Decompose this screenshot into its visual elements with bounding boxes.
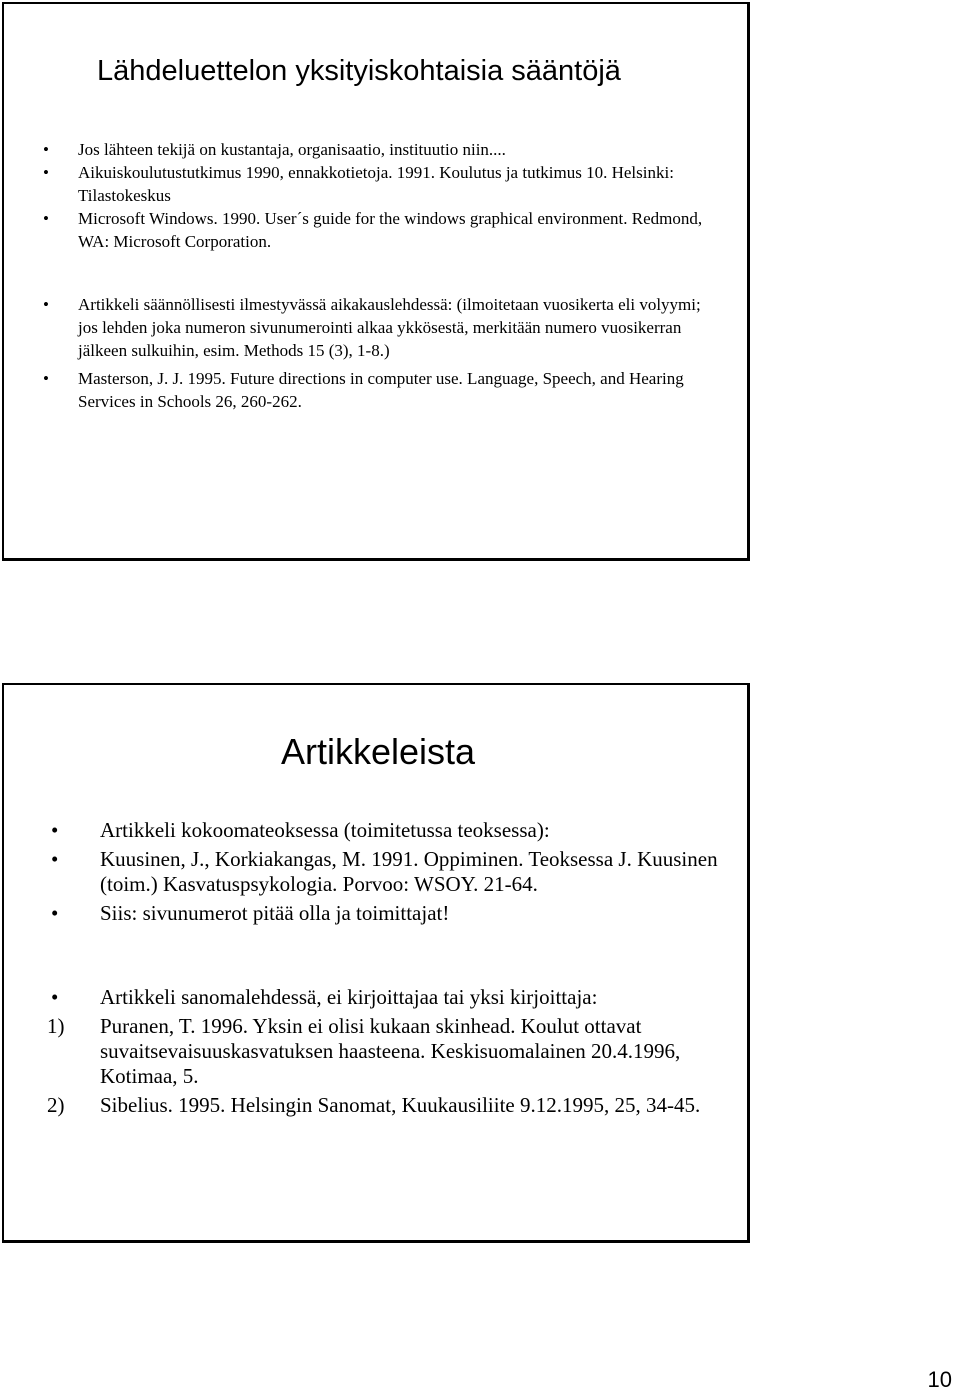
bullet-icon: • xyxy=(43,369,49,388)
list-item xyxy=(43,293,718,362)
bullet-icon: • xyxy=(51,847,59,871)
bullet-icon: • xyxy=(51,901,59,925)
list-item-text: Microsoft Windows. 1990. User´s guide for the windows graphical environment. Redmond, WA: Microsoft Corporation. xyxy=(78,209,703,251)
bullet-icon: • xyxy=(51,985,59,1009)
item-number: 1) xyxy=(47,1014,65,1038)
list-item xyxy=(51,818,740,843)
list-item xyxy=(51,985,740,1010)
list-item xyxy=(43,207,718,253)
slide-1 xyxy=(2,2,750,561)
slide-2-list-b xyxy=(47,985,740,1118)
slide-1-title: Lähdeluettelon yksityiskohtaisia sääntöjä xyxy=(97,55,621,87)
bullet-icon: • xyxy=(43,209,49,228)
list-item-text: Masterson, J. J. 1995. Future directions in computer use. Language, Speech, and Hearing Services in Schools 26, 260-262. xyxy=(78,369,684,411)
bullet-icon: • xyxy=(43,140,49,159)
bullet-icon: • xyxy=(51,818,59,842)
list-item xyxy=(43,367,718,413)
bullet-icon: • xyxy=(43,163,49,182)
list-item-text: Sibelius. 1995. Helsingin Sanomat, Kuukausiliite 9.12.1995, 25, 34-45. xyxy=(100,1093,701,1117)
slide-2-title: Artikkeleista xyxy=(280,731,476,772)
item-number: 2) xyxy=(47,1093,65,1117)
list-item xyxy=(51,901,740,926)
list-item-text: Siis: sivunumerot pitää olla ja toimittajat! xyxy=(100,901,450,925)
list-item-text: Aikuiskoulutustutkimus 1990, ennakkotietoja. 1991. Koulutus ja tutkimus 10. Helsinki: Tilastokeskus xyxy=(78,163,674,205)
numbered-item xyxy=(47,1014,740,1089)
bullet-icon: • xyxy=(43,295,49,314)
list-item-text: Artikkeli säännöllisesti ilmestyvässä aikakauslehdessä: (ilmoitetaan vuosikerta eli volyymi; jos lehden joka numeron sivunumerointi alkaa ykkösestä, merkitään numero vuosikerran jälkeen sulkuihin, esim. Methods 15 (3), 1-8.) xyxy=(78,295,701,360)
slide-2 xyxy=(2,683,750,1243)
list-item-text: Puranen, T. 1996. Yksin ei olisi kukaan skinhead. Koulut ottavat suvaitsevaisuuskasvatuksen haasteena. Keskisuomalainen 20.4.1996, Kotimaa, 5. xyxy=(100,1014,681,1088)
list-item xyxy=(51,847,740,897)
list-item-text: Artikkeli sanomalehdessä, ei kirjoittajaa tai yksi kirjoittaja: xyxy=(100,985,598,1009)
list-item xyxy=(43,138,718,161)
slide-1-list-top xyxy=(43,138,718,253)
list-item-text: Artikkeli kokoomateoksessa (toimitetussa teoksessa): xyxy=(100,818,550,842)
page-number: 10 xyxy=(927,1367,952,1392)
numbered-item xyxy=(47,1093,740,1118)
list-item-text: Kuusinen, J., Korkiakangas, M. 1991. Oppiminen. Teoksessa J. Kuusinen (toim.) Kasvatuspsykologia. Porvoo: WSOY. 21-64. xyxy=(100,847,718,896)
slide-1-list-bottom xyxy=(43,293,718,413)
list-item-text: Jos lähteen tekijä on kustantaja, organisaatio, instituutio niin.... xyxy=(78,140,506,159)
slide-2-list-a xyxy=(51,818,740,926)
list-item xyxy=(43,161,718,207)
